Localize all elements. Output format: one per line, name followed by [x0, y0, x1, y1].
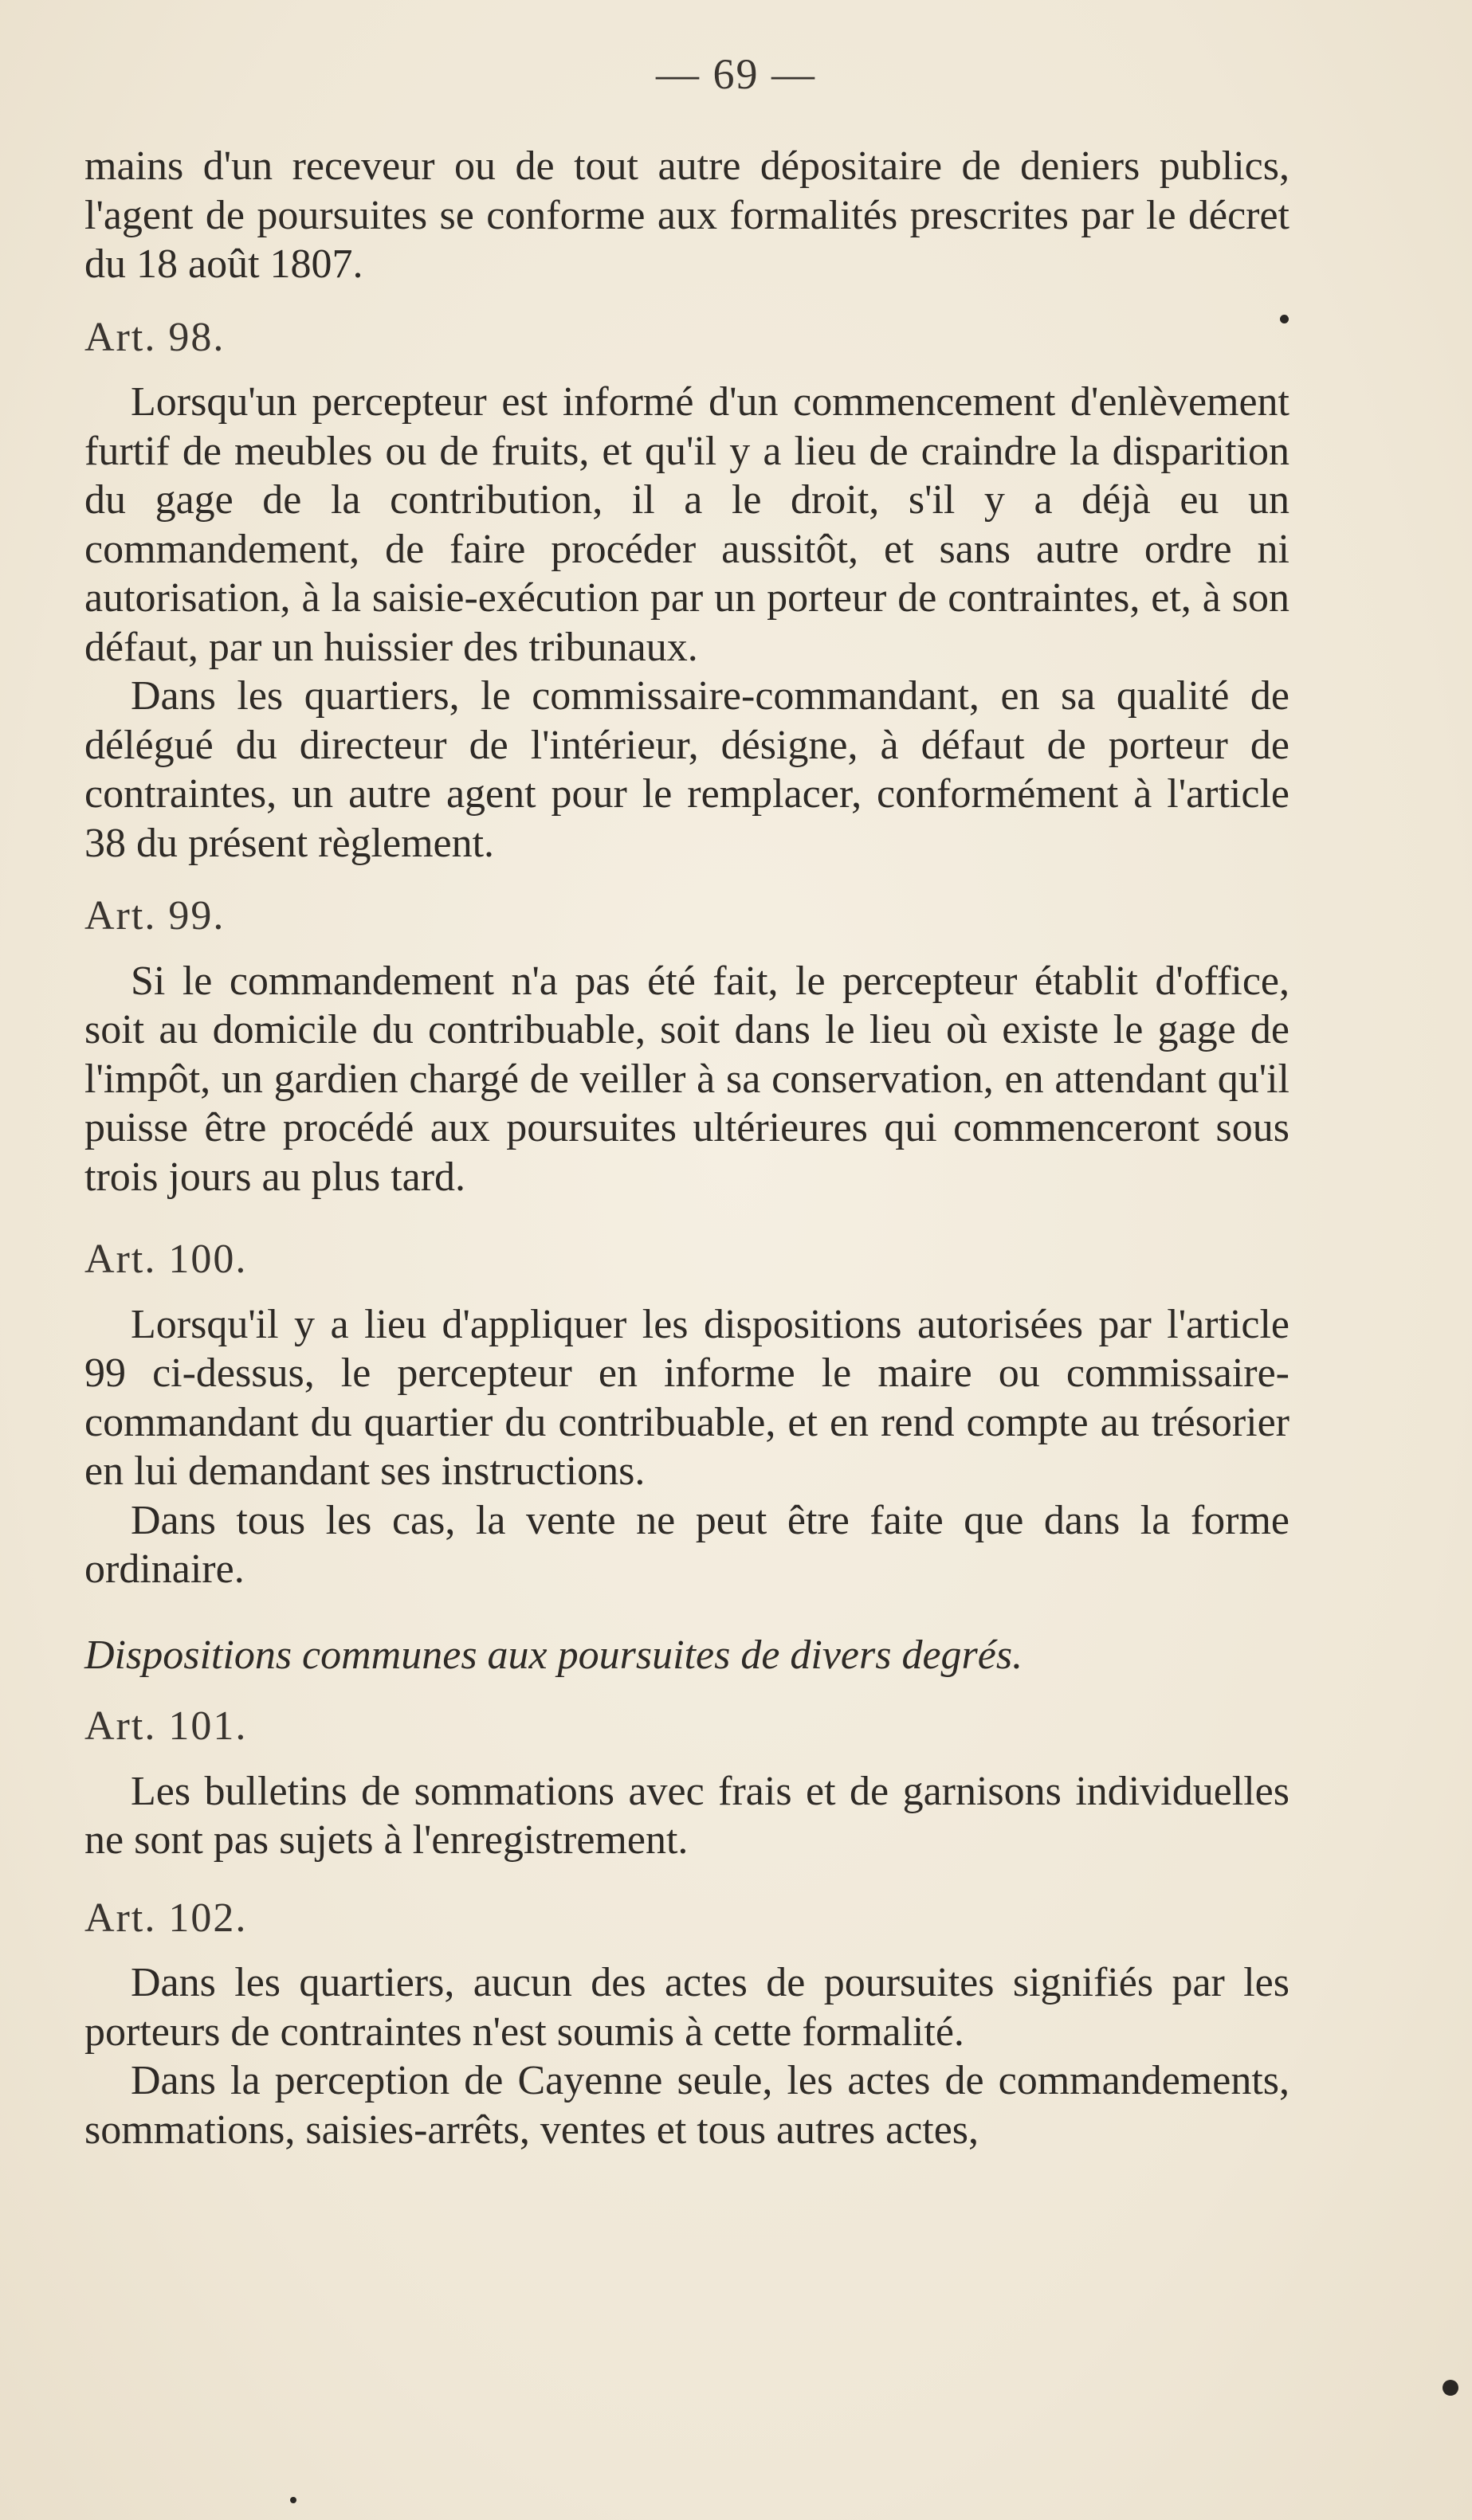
article-heading-100: Art. 100.	[84, 1236, 248, 1282]
article-heading-101: Art. 101.	[84, 1703, 248, 1749]
paragraph: mains d'un receveur ou de tout autre dépositaire de deniers publics, l'agent de poursuites se conforme aux formalités prescrites par le décret du 18 août 1807.	[84, 143, 1289, 287]
section-title: Dispositions communes aux poursuites de divers degrés.	[84, 1632, 1023, 1678]
paragraph: Lorsqu'un percepteur est informé d'un commencement d'enlèvement furtif de meubles ou de fruits, et qu'il y a lieu de craindre la disparition du gage de la contribution, il a le droit, s'il y a déjà eu un commandement, de faire procéder aussitôt, et sans autre ordre ni autorisation, à la saisie-exécution par un porteur de contraintes, et, à son défaut, par un huissier des tribunaux.	[84, 379, 1289, 670]
page-number: — 69 —	[656, 50, 816, 98]
article-heading-98: Art. 98.	[84, 314, 226, 360]
paragraph: Lorsqu'il y a lieu d'appliquer les dispositions autorisées par l'article 99 ci-dessus, le percepteur en informe le maire ou commissaire-commandant du quartier du contribuable, et en rend compte au trésorier en lui demandant ses instructions.	[84, 1301, 1289, 1494]
paragraph: Dans la perception de Cayenne seule, les actes de commandements, sommations, saisies-arrêts, ventes et tous autres actes,	[84, 2058, 1289, 2153]
paragraph: Les bulletins de sommations avec frais et de garnisons individuelles ne sont pas sujets à l'enregistrement.	[84, 1768, 1289, 1863]
ink-speck	[290, 2497, 296, 2503]
ink-speck	[1280, 315, 1289, 323]
paragraph: Dans les quartiers, aucun des actes de poursuites signifiés par les porteurs de contraintes n'est soumis à cette formalité.	[84, 1960, 1289, 2055]
text-block	[84, 142, 1289, 2154]
paragraph: Dans les quartiers, le commissaire-commandant, en sa qualité de délégué du directeur de l'intérieur, désigne, à défaut de porteur de contraintes, un autre agent pour le remplacer, conformément à l'article 38 du présent règlement.	[84, 673, 1289, 866]
paragraph: Dans tous les cas, la vente ne peut être faite que dans la forme ordinaire.	[84, 1497, 1289, 1592]
paragraph: Si le commandement n'a pas été fait, le percepteur établit d'office, soit au domicile du contribuable, soit dans le lieu où existe le gage de l'impôt, un gardien chargé de veiller à sa conservation, en attendant qu'il puisse être procédé aux poursuites ultérieures qui commenceront sous trois jours au plus tard.	[84, 958, 1289, 1200]
article-heading-99: Art. 99.	[84, 893, 226, 939]
article-heading-102: Art. 102.	[84, 1895, 248, 1941]
ink-speck	[1443, 2380, 1458, 2396]
